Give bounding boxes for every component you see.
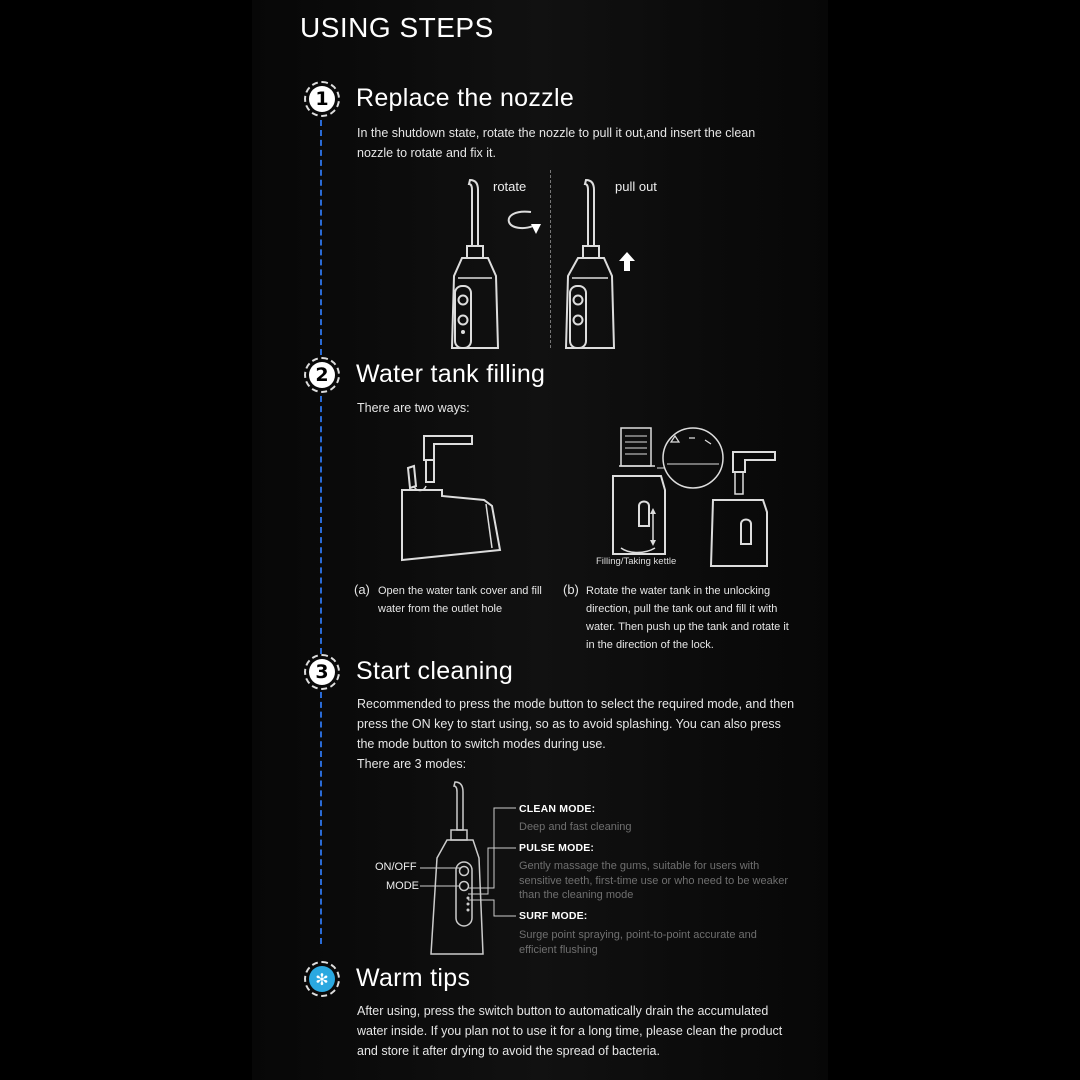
page-title: USING STEPS — [300, 12, 494, 43]
step-1-badge — [304, 81, 340, 117]
pulse-mode-desc: Gently massage the gums, suitable for users with sensitive teeth, first-time use or who need to be weaker than the cleaning mode — [519, 860, 789, 901]
kettle-caption: Filling/Taking kettle — [596, 556, 677, 567]
timeline-segment-2 — [320, 396, 322, 654]
rotate-label: rotate — [493, 179, 527, 194]
surf-mode-desc: Surge point spraying, point-to-point accurate and efficient flushing — [519, 929, 757, 956]
tips-title: Warm tips — [356, 964, 471, 992]
clean-mode-title: CLEAN MODE: — [519, 803, 596, 815]
timeline-segment-1 — [320, 120, 322, 355]
irrigator-rotate-illustration — [440, 176, 510, 351]
way-b-marker: (b) — [563, 582, 579, 597]
pulse-mode-title: PULSE MODE: — [519, 842, 595, 854]
way-a-text: Open the water tank cover and fill water from the outlet hole — [378, 585, 542, 615]
tips-text: After using, press the switch button to automatically drain the accumulated water inside. If you plan not to use it for a long time, please clean the product and store it after drying to avoid the spread of bacteria. — [357, 1004, 783, 1058]
step-1-title: Replace the nozzle — [356, 84, 575, 112]
mode-label: MODE — [386, 880, 419, 892]
step-2-number: 2 — [309, 362, 335, 388]
snowflake-icon: ✻ — [309, 966, 335, 992]
step-1-text: In the shutdown state, rotate the nozzle to pull it out,and insert the clean nozzle to rotate and fix it. — [357, 126, 756, 160]
surf-mode-title: SURF MODE: — [519, 910, 588, 922]
tank-cover-illustration — [400, 430, 510, 565]
step-3-text: Recommended to press the mode button to select the required mode, and then press the ON key to start using, so as to avoid splashing. You can also press the mode button to switch modes during use. — [357, 697, 795, 751]
onoff-label: ON/OFF — [375, 861, 417, 873]
step-3-number: 3 — [309, 659, 335, 685]
step-1-number: 1 — [309, 86, 335, 112]
up-arrow-icon — [619, 252, 635, 272]
step-3-badge — [304, 654, 340, 690]
step-2-badge — [304, 357, 340, 393]
step-2-intro: There are two ways: — [357, 401, 470, 415]
tips-badge — [304, 961, 340, 997]
rotate-arrow-icon — [505, 208, 547, 238]
step-3-title: Start cleaning — [356, 657, 514, 685]
step-2-title: Water tank filling — [356, 360, 546, 388]
tank-removal-illustration — [605, 424, 785, 574]
pull-out-label: pull out — [615, 179, 657, 194]
modes-intro: There are 3 modes: — [357, 757, 467, 771]
timeline-segment-3 — [320, 692, 322, 944]
mode-leader-lines — [420, 808, 520, 920]
clean-mode-desc: Deep and fast cleaning — [519, 821, 632, 833]
divider — [550, 170, 551, 348]
way-b-text: Rotate the water tank in the unlocking direction, pull the tank out and fill it with water. Then push up the tank and rotate it in the direction of the lock. — [586, 585, 789, 651]
way-a-marker: (a) — [354, 582, 370, 597]
